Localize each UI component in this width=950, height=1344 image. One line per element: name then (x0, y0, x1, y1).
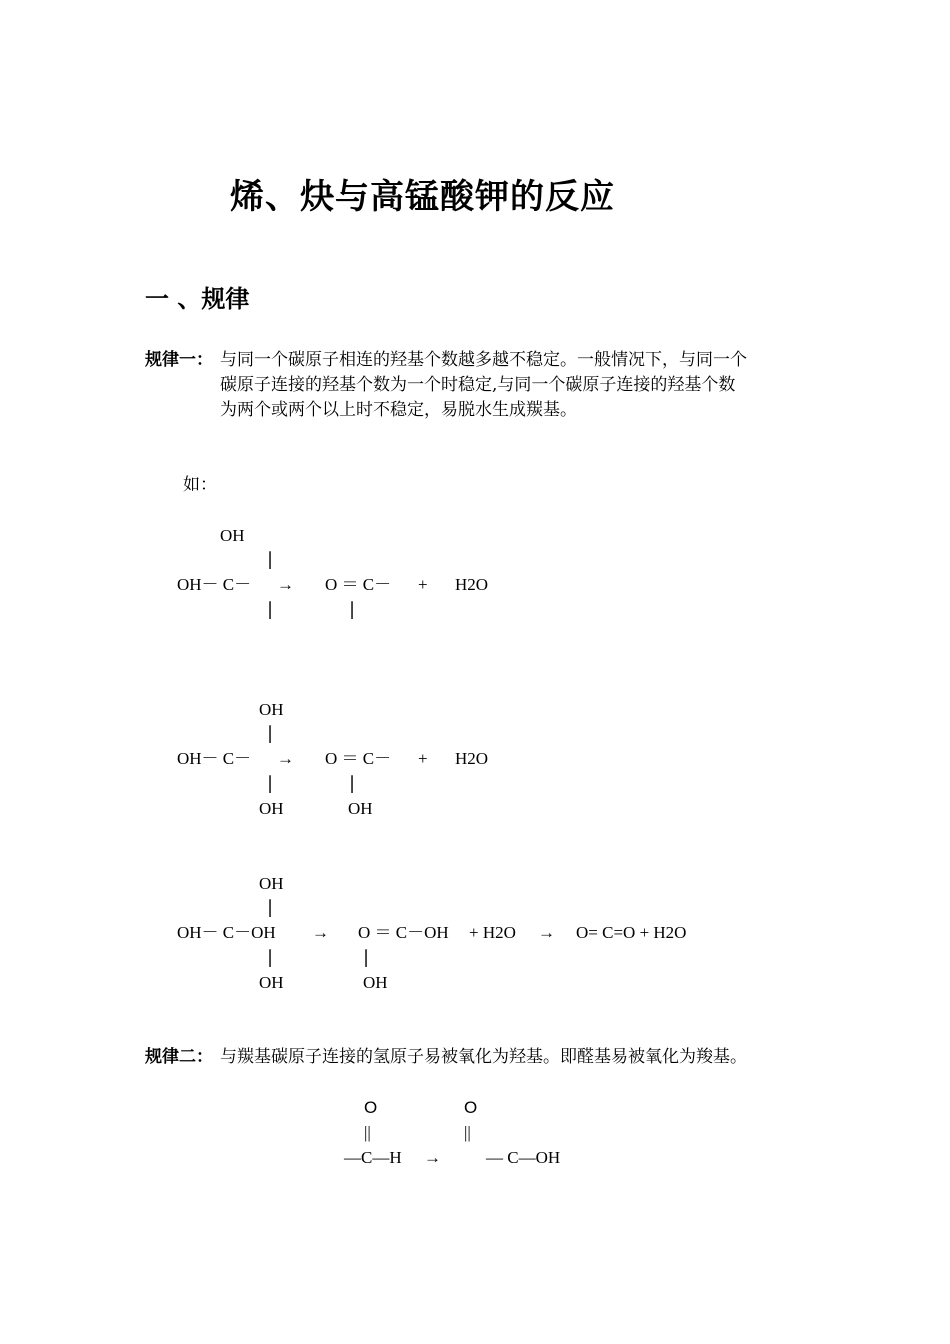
rule1-line2: 碳原子连接的羟基个数为一个时稳定,与同一个碳原子连接的羟基个数 (220, 375, 736, 395)
r2-bond-product: | (349, 773, 356, 794)
r3-bottom-oh-product: OH (363, 973, 388, 992)
r2-bond-bottom: | (267, 773, 274, 794)
r4-double-bond-left: || (364, 1123, 371, 1142)
r2-plus: + (418, 749, 428, 768)
r2-arrow: → (277, 749, 294, 768)
r2-reactant: OH－ C－ (177, 749, 252, 768)
r3-bond-top: | (267, 897, 274, 918)
rule1-label: 规律一： (145, 350, 213, 370)
page-title: 烯、炔与高锰酸钾的反应 (230, 177, 615, 217)
r3-bottom-oh: OH (259, 973, 284, 992)
r4-product: — C—OH (486, 1148, 561, 1167)
r3-final: O= C=O + H2O (576, 923, 687, 942)
r2-water: H2O (455, 749, 489, 768)
rule2-text: 与羰基碳原子连接的氢原子易被氧化为羟基。即醛基易被氧化为羧基。 (220, 1047, 747, 1067)
r4-double-bond-right: || (464, 1123, 471, 1142)
r3-water1: + H2O (469, 923, 516, 942)
rule2-label: 规律二： (145, 1047, 213, 1067)
rule1-line1: 与同一个碳原子相连的羟基个数越多越不稳定。一般情况下，与同一个 (220, 350, 747, 370)
r2-bond-top: | (267, 723, 274, 744)
r3-product: O ＝ C－OH (358, 923, 449, 942)
r4-arrow: → (424, 1148, 441, 1167)
r4-o-left: O (364, 1098, 378, 1117)
section-heading: 一 、规律 (145, 285, 250, 313)
r3-bond-product: | (363, 947, 370, 968)
r3-bond-bottom: | (267, 947, 274, 968)
r2-bottom-oh-product: OH (348, 799, 373, 818)
rule1-line3: 为两个或两个以上时不稳定，易脱水生成羰基。 (220, 400, 577, 420)
r1-plus: + (418, 575, 428, 594)
r1-arrow: → (277, 575, 294, 594)
r3-top-oh: OH (259, 874, 284, 893)
r2-top-oh: OH (259, 700, 284, 719)
r1-bond-top: | (267, 549, 274, 570)
r1-top-oh: OH (220, 526, 245, 545)
r1-water: H2O (455, 575, 489, 594)
r2-product: O ＝ C－ (325, 749, 392, 768)
r1-reactant: OH－ C－ (177, 575, 252, 594)
r3-arrow2: → (538, 923, 555, 942)
r1-bond-product: | (349, 599, 356, 620)
r4-reactant: —C—H (344, 1148, 402, 1167)
r1-product: O ＝ C－ (325, 575, 392, 594)
r3-reactant: OH－ C－OH (177, 923, 276, 942)
r3-arrow: → (312, 923, 329, 942)
example-label: 如： (183, 475, 217, 495)
r1-bond-bottom: | (267, 599, 274, 620)
r4-o-right: O (464, 1098, 478, 1117)
r2-bottom-oh: OH (259, 799, 284, 818)
